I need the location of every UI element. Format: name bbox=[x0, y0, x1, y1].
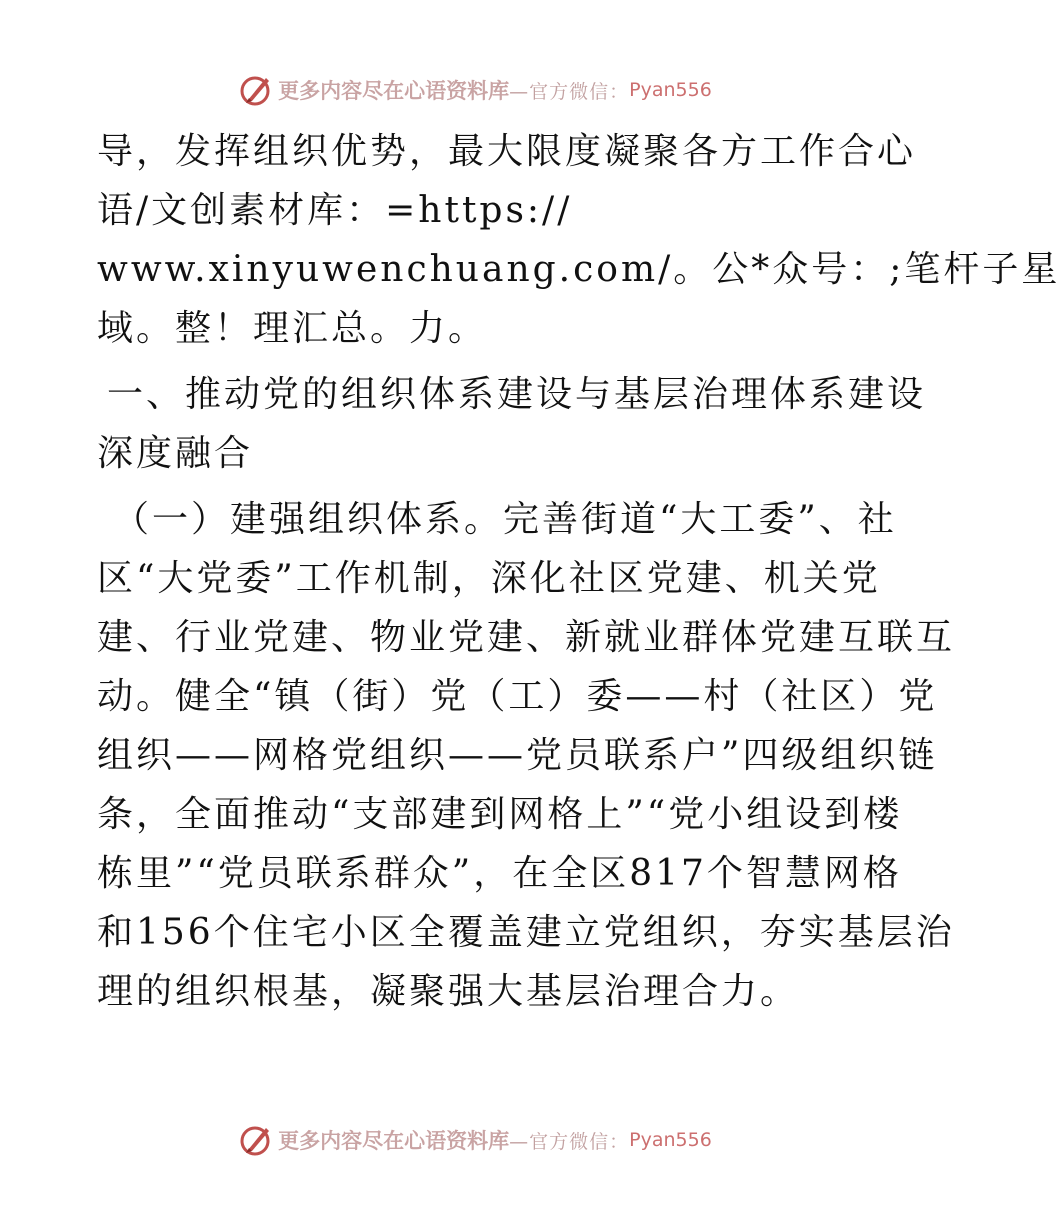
text-line: 建、行业党建、物业党建、新就业群体党建互联互 bbox=[97, 617, 956, 658]
watermark-wechat-id: Pyan556 bbox=[629, 79, 712, 101]
quill-logo-icon bbox=[238, 1122, 274, 1158]
text-line: 栋里”“党员联系群众”，在全区817个智慧网格 bbox=[97, 853, 902, 894]
watermark-official-text: —官方微信： bbox=[509, 1130, 630, 1153]
text-line: 条，全面推动“支部建到网格上”“党小组设到楼 bbox=[97, 794, 903, 835]
watermark-site-text: 更多内容尽在心语资料库 bbox=[278, 79, 510, 103]
text-line: 区“大党委”工作机制，深化社区党建、机关党 bbox=[97, 558, 881, 599]
footer-watermark bbox=[0, 1120, 950, 1160]
watermark-wechat-id: Pyan556 bbox=[629, 1129, 712, 1151]
quill-logo-icon bbox=[238, 72, 274, 108]
text-line: 理的组织根基，凝聚强大基层治理合力。 bbox=[97, 971, 800, 1012]
text-line: 语/文创素材库：=https:// bbox=[97, 190, 573, 231]
text-line: 域。整！理汇总。力。 bbox=[97, 308, 488, 349]
text-line: 组织——网格党组织——党员联系户”四级组织链 bbox=[97, 735, 938, 776]
text-line: 导，发挥组织优势，最大限度凝聚各方工作合心 bbox=[97, 131, 917, 172]
document-body bbox=[97, 122, 1060, 1021]
section-heading-continued: 深度融合 bbox=[97, 433, 254, 474]
header-watermark bbox=[0, 70, 950, 110]
text-line: 和156个住宅小区全覆盖建立党组织，夯实基层治 bbox=[97, 912, 955, 953]
text-line: www.xinyuwenchuang.com/。公*众号：;笔杆子星 bbox=[97, 249, 1060, 290]
paragraph-first-line: （一）建强组织体系。完善街道“大工委”、社 bbox=[113, 499, 897, 540]
text-line: 动。健全“镇（街）党（工）委——村（社区）党 bbox=[97, 676, 938, 717]
watermark-site-text: 更多内容尽在心语资料库 bbox=[278, 1129, 510, 1153]
watermark-official-text: —官方微信： bbox=[509, 80, 630, 103]
section-heading: 一、推动党的组织体系建设与基层治理体系建设 bbox=[107, 374, 927, 415]
